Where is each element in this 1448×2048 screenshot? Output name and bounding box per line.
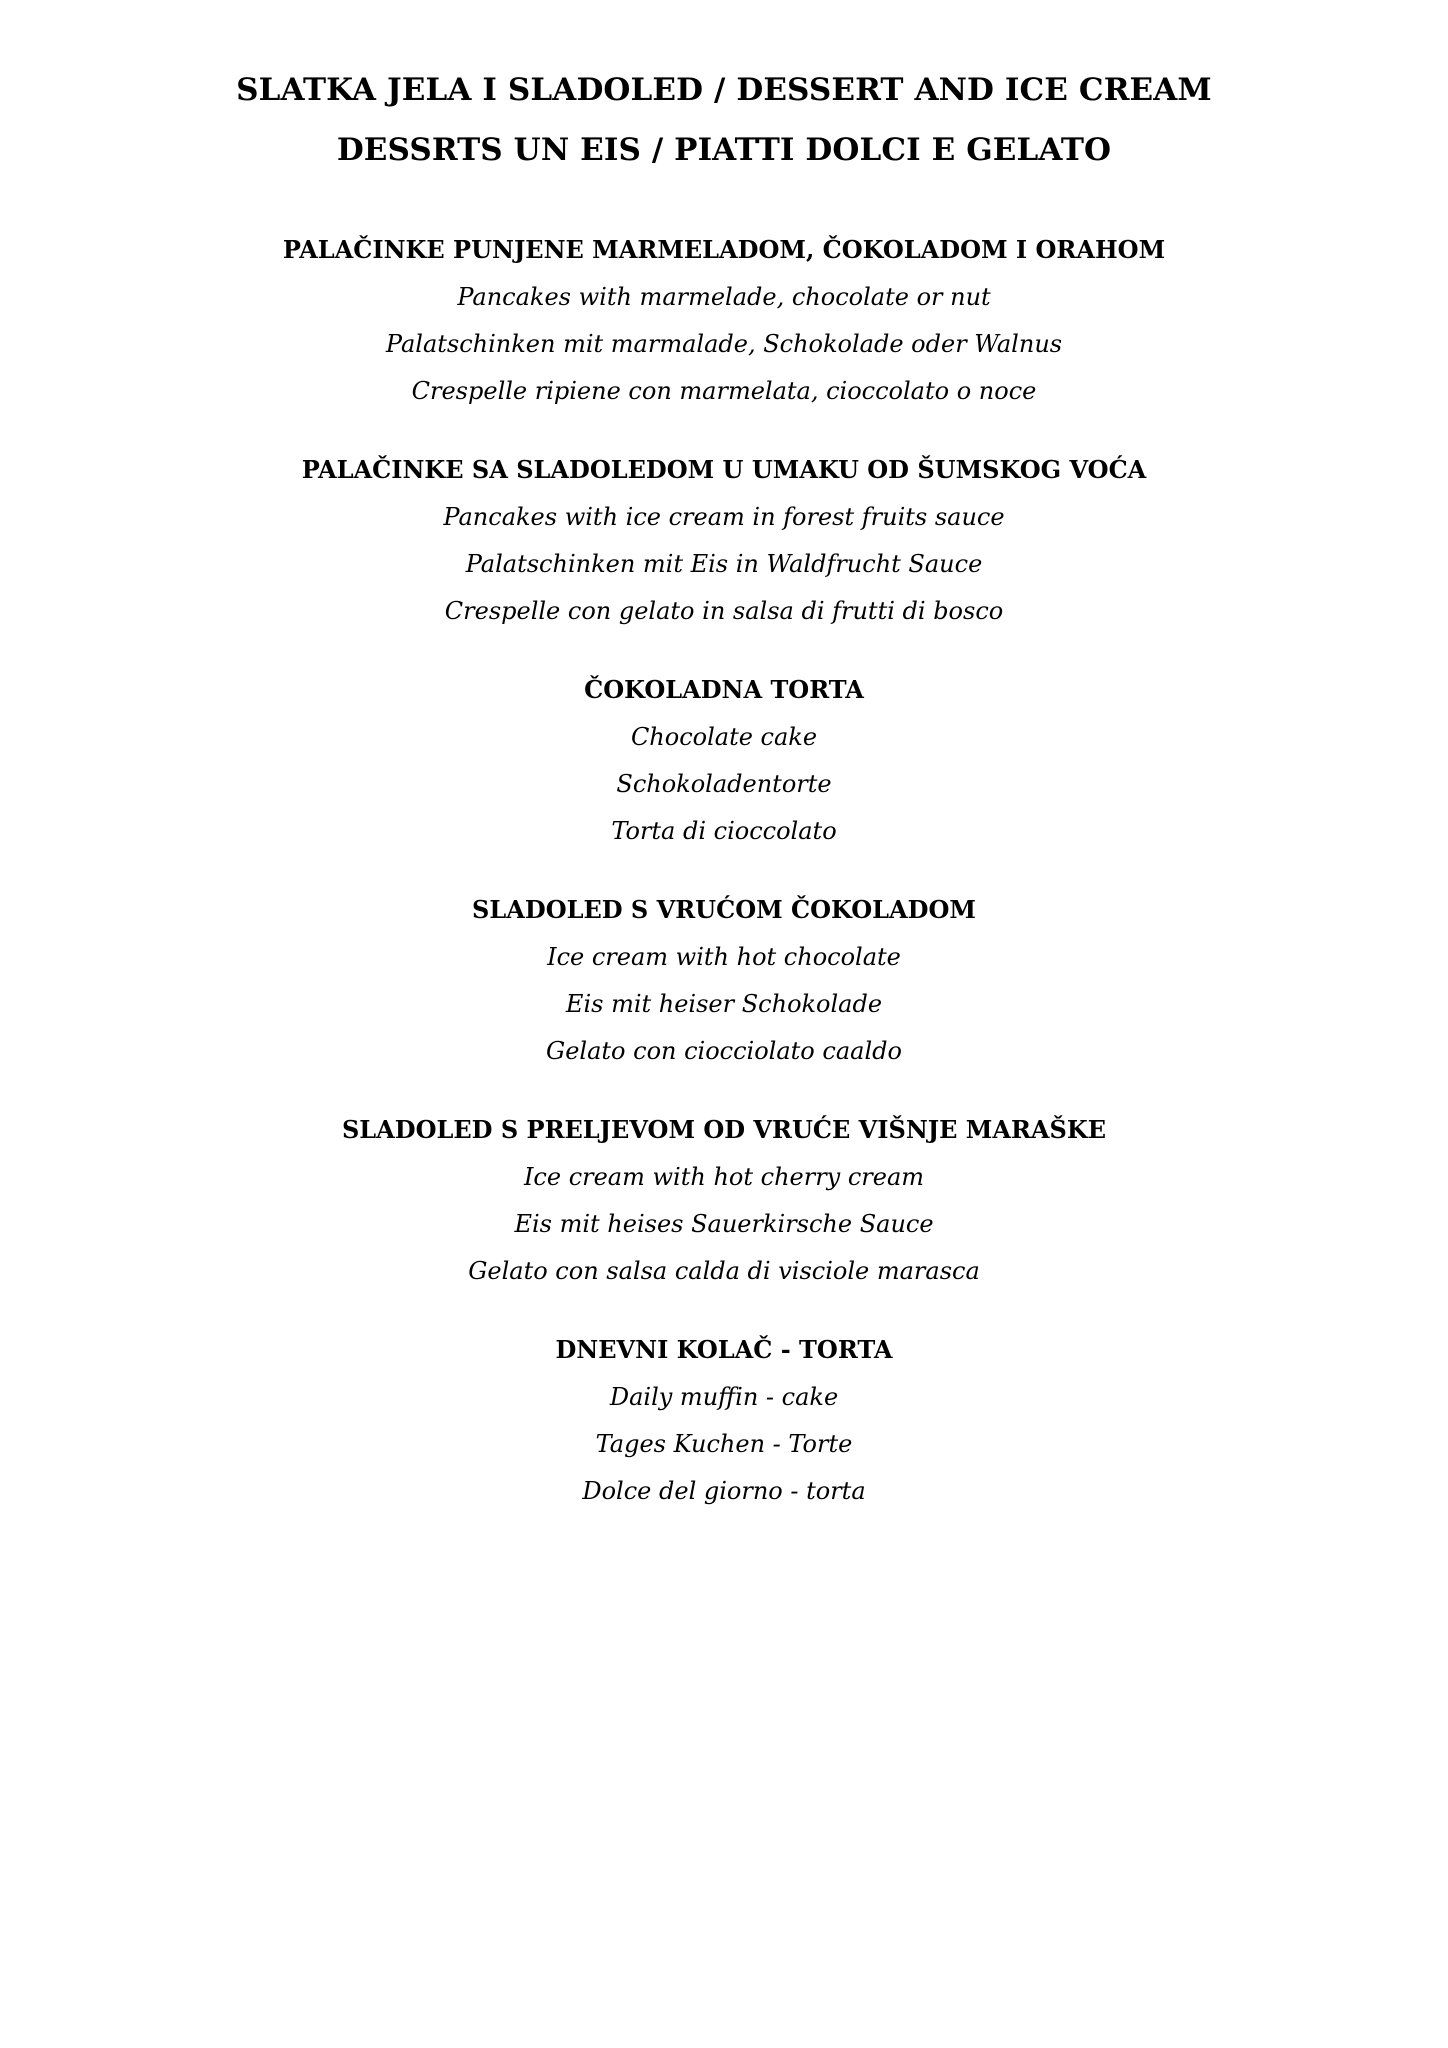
menu-item-italian: Torta di cioccolato — [611, 817, 837, 845]
menu-item-german: Tages Kuchen - Torte — [595, 1430, 853, 1458]
menu-item-name: ČOKOLADNA TORTA — [584, 675, 864, 704]
menu-item-english: Pancakes with ice cream in forest fruits sauce — [443, 503, 1005, 531]
menu-item-english: Ice cream with hot cherry cream — [523, 1163, 925, 1191]
menu-item-pancakes-filled — [0, 235, 1448, 406]
menu-item-ice-cream-hot-chocolate — [0, 895, 1448, 1066]
page-subtitle: DESSRTS UN EIS / PIATTI DOLCI E GELATO — [336, 132, 1112, 168]
menu-item-italian: Gelato con salsa calda di visciole marasca — [468, 1257, 980, 1285]
menu-item-name: DNEVNI KOLAČ - TORTA — [555, 1335, 893, 1364]
page-title: SLATKA JELA I SLADOLED / DESSERT AND ICE CREAM — [236, 72, 1212, 108]
menu-item-german: Eis mit heiser Schokolade — [565, 990, 883, 1018]
menu-item-name: PALAČINKE PUNJENE MARMELADOM, ČOKOLADOM I ORAHOM — [282, 235, 1166, 264]
menu-item-ice-cream-cherry — [0, 1115, 1448, 1286]
menu-item-german: Palatschinken mit Eis in Waldfrucht Sauce — [465, 550, 983, 578]
menu-item-name: PALAČINKE SA SLADOLEDOM U UMAKU OD ŠUMSKOG VOĆA — [301, 455, 1147, 484]
menu-item-pancakes-ice-cream — [0, 455, 1448, 626]
menu-item-italian: Crespelle ripiene con marmelata, cioccolato o noce — [411, 377, 1037, 405]
menu-item-chocolate-cake — [0, 675, 1448, 846]
menu-item-italian: Dolce del giorno - torta — [582, 1477, 866, 1505]
menu-item-german: Palatschinken mit marmalade, Schokolade oder Walnus — [385, 330, 1063, 358]
dessert-menu-list — [0, 235, 1448, 1555]
menu-item-english: Pancakes with marmelade, chocolate or nut — [457, 283, 991, 311]
menu-item-daily-cake — [0, 1335, 1448, 1506]
menu-item-german: Schokoladentorte — [616, 770, 832, 798]
menu-item-english: Daily muffin - cake — [609, 1383, 839, 1411]
menu-item-english: Ice cream with hot chocolate — [547, 943, 901, 971]
menu-item-english: Chocolate cake — [630, 723, 818, 751]
menu-item-german: Eis mit heises Sauerkirsche Sauce — [514, 1210, 934, 1238]
menu-item-name: SLADOLED S PRELJEVOM OD VRUĆE VIŠNJE MARAŠKE — [341, 1115, 1107, 1144]
menu-item-italian: Crespelle con gelato in salsa di frutti di bosco — [444, 597, 1004, 625]
menu-item-italian: Gelato con ciocciolato caaldo — [546, 1037, 902, 1065]
menu-item-name: SLADOLED S VRUĆOM ČOKOLADOM — [472, 895, 976, 924]
